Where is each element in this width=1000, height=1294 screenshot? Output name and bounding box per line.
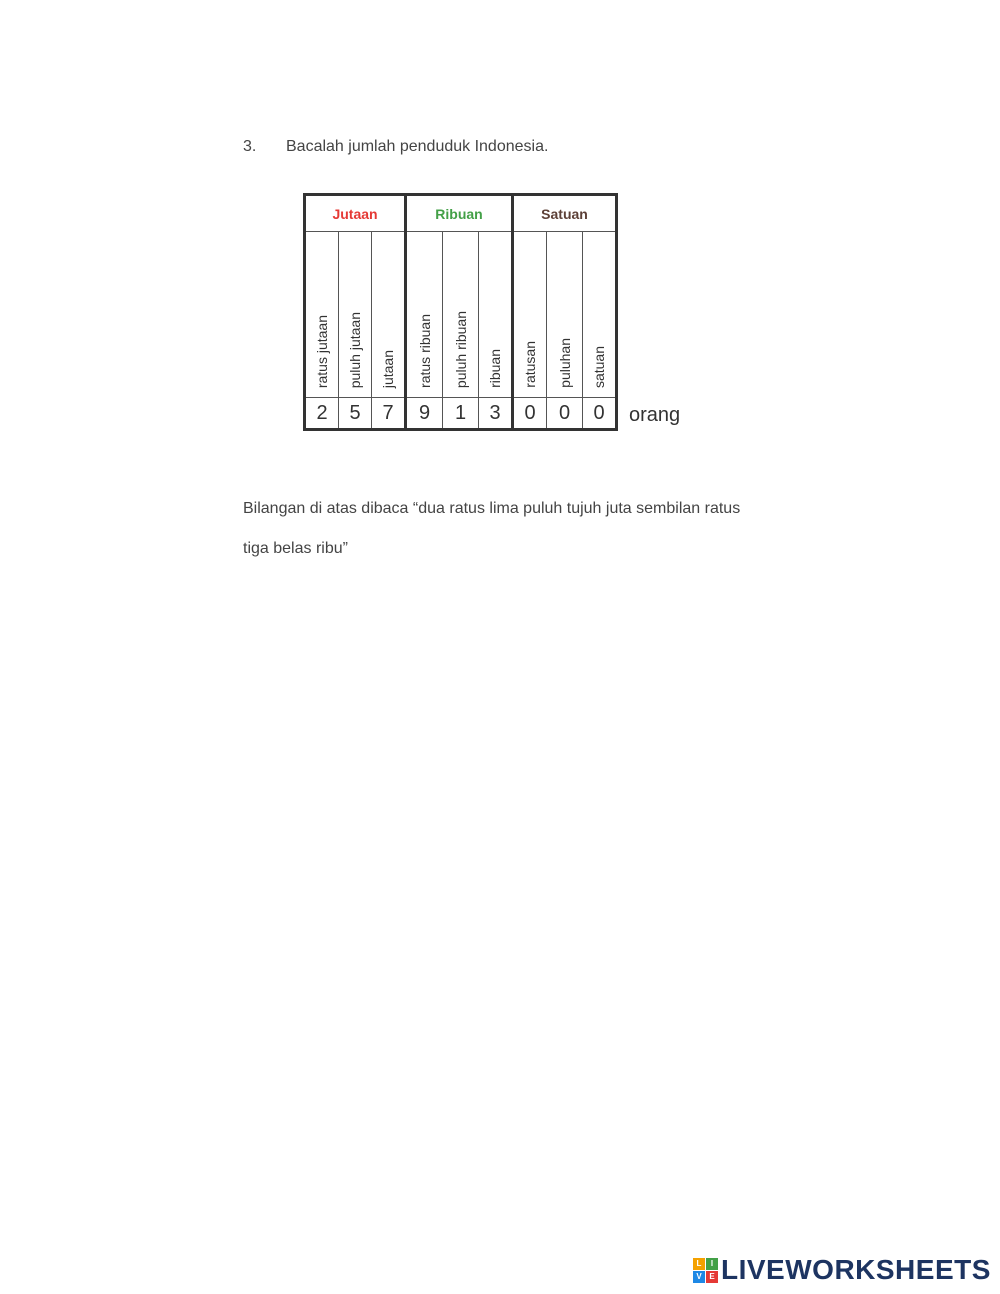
group-ribuan: Ribuan (406, 195, 513, 232)
reading-line-1: Bilangan di atas dibaca “dua ratus lima puluh tujuh juta sembilan ratus (243, 500, 741, 517)
place-label-cell (339, 232, 372, 398)
place-label-cell (547, 232, 583, 398)
place-label-cell (479, 232, 513, 398)
place-label: puluh jutaan (347, 311, 363, 388)
liveworksheets-logo (693, 1254, 991, 1286)
digit-cell: 1 (443, 398, 479, 430)
group-header-row (305, 195, 617, 232)
group-satuan: Satuan (513, 195, 617, 232)
logo-letter: I (706, 1258, 718, 1270)
digit-cell: 9 (406, 398, 443, 430)
place-label-cell (305, 232, 339, 398)
place-label-cell (583, 232, 617, 398)
place-label: puluh ribuan (452, 310, 469, 388)
place-label-cell (443, 232, 479, 398)
group-jutaan: Jutaan (305, 195, 406, 232)
reading-line-2: tiga belas ribu” (243, 540, 348, 557)
place-label: ratus ribuan (416, 314, 433, 388)
logo-letter: E (706, 1271, 718, 1283)
brand-name: LIVEWORKSHEETS (721, 1254, 991, 1285)
place-label-cell (372, 232, 406, 398)
place-label: satuan (591, 345, 607, 388)
place-label: ribuan (487, 349, 503, 388)
place-label: ratusan (522, 341, 538, 388)
logo-letter: L (693, 1258, 705, 1270)
digit-cell: 0 (513, 398, 547, 430)
digit-cell: 2 (305, 398, 339, 430)
logo-letter: V (693, 1271, 705, 1283)
place-value-table (303, 193, 618, 431)
digit-row (305, 398, 617, 430)
place-label-cell (513, 232, 547, 398)
digit-cell: 7 (372, 398, 406, 430)
place-label: ratus jutaan (314, 314, 330, 388)
question-number: 3. (243, 138, 257, 155)
liveworksheets-icon (693, 1258, 718, 1283)
place-label-row (305, 232, 617, 398)
digit-cell: 3 (479, 398, 513, 430)
digit-cell: 5 (339, 398, 372, 430)
digit-cell: 0 (547, 398, 583, 430)
question-text: Bacalah jumlah penduduk Indonesia. (286, 138, 549, 155)
digit-cell: 0 (583, 398, 617, 430)
place-label: puluhan (556, 338, 573, 388)
place-label-cell (406, 232, 443, 398)
unit-label: orang (629, 404, 681, 426)
place-label: jutaan (380, 349, 396, 388)
